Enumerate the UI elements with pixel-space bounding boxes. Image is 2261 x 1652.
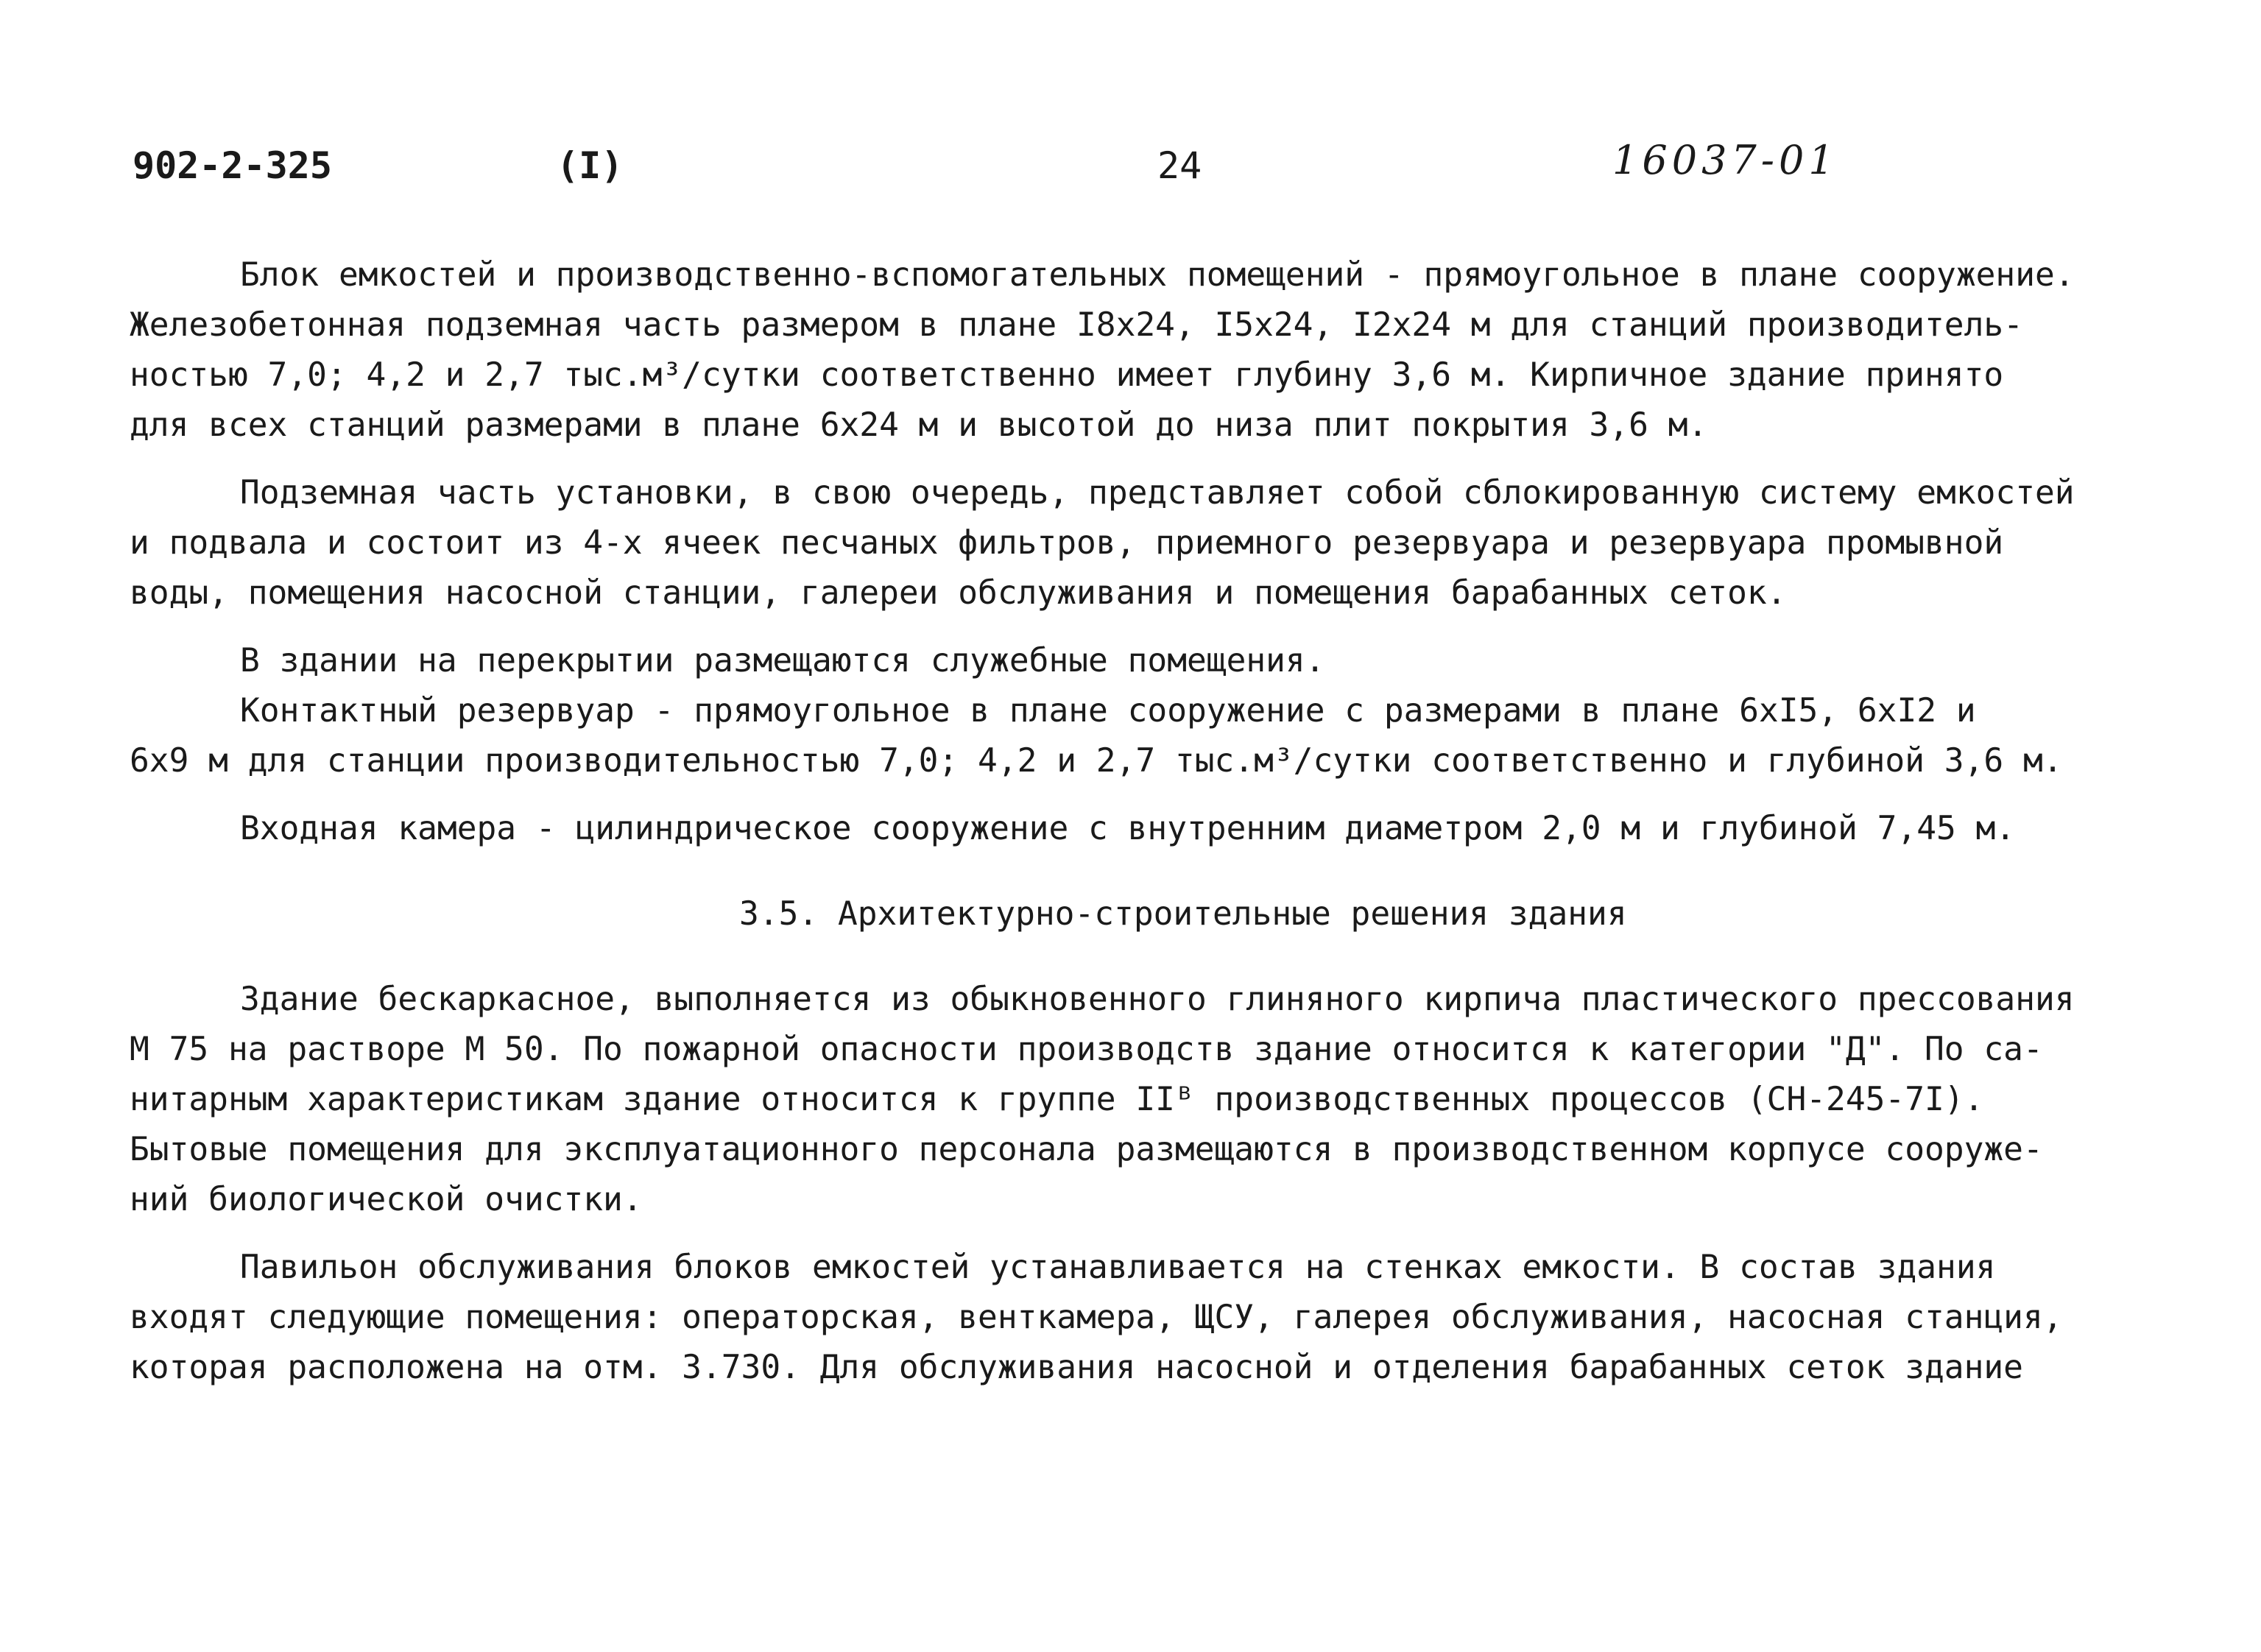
paragraph-underground-part xyxy=(130,468,2191,618)
paragraph-block-unit xyxy=(130,250,2191,451)
text-line: и подвала и состоит из 4-х ячеек песчаных фильтров, приемного резервуара и резервуара промывной xyxy=(130,524,2004,562)
text-line: Бытовые помещения для эксплуатационного персонала размещаются в производственном корпусе сооруже- xyxy=(130,1131,2043,1168)
text-line: ностью 7,0; 4,2 и 2,7 тыс.м³/сутки соответственно имеет глубину 3,6 м. Кирпичное здание принято xyxy=(130,356,2004,394)
text-line: нитарным характеристикам здание относится к группе IIᴮ производственных процессов (СН-245-7I). xyxy=(130,1081,1984,1118)
text-line: М 75 на растворе М 50. По пожарной опасности производств здание относится к категории "Д". По са- xyxy=(130,1031,2043,1068)
text-line: входят следующие помещения: операторская, венткамера, ЩСУ, галерея обслуживания, насосная станция, xyxy=(130,1299,2063,1336)
paragraph-pavilion xyxy=(130,1243,2191,1393)
text-line: воды, помещения насосной станции, галереи обслуживания и помещения барабанных сеток. xyxy=(130,574,1787,612)
section-heading: 3.5. Архитектурно-строительные решения здания xyxy=(739,895,1627,933)
paragraph-building xyxy=(130,975,2191,1225)
text-line: ний биологической очистки. xyxy=(130,1181,643,1218)
document-part: (I) xyxy=(557,144,624,187)
text-line: Контактный резервуар - прямоугольное в плане сооружение с размерами в плане 6xI5, 6xI2 и xyxy=(240,692,1976,730)
text-line: 6x9 м для станции производительностью 7,0; 4,2 и 2,7 тыс.м³/сутки соответственно и глубиной 3,6 м. xyxy=(130,742,2063,780)
paragraph-inlet-chamber xyxy=(130,804,2191,854)
text-line: Блок емкостей и производственно-вспомогательных помещений - прямоугольное в плане сооружение. xyxy=(240,256,2075,294)
text-line: Подземная часть установки, в свою очередь, представляет собой сблокированную систему емкостей xyxy=(240,474,2075,512)
text-line: для всех станций размерами в плане 6x24 м и высотой до низа плит покрытия 3,6 м. xyxy=(130,406,1708,444)
text-line: Павильон обслуживания блоков емкостей устанавливается на стенках емкости. В состав здания xyxy=(240,1249,1996,1286)
text-line: Входная камера - цилиндрическое сооружение с внутренним диаметром 2,0 м и глубиной 7,45 м. xyxy=(240,810,2016,847)
paragraph-service-rooms xyxy=(130,636,2191,686)
text-line: Железобетонная подземная часть размером в плане I8x24, I5x24, I2x24 м для станций производитель- xyxy=(130,306,2023,344)
document-code: 902-2-325 xyxy=(133,144,332,187)
text-line: В здании на перекрытии размещаются служебные помещения. xyxy=(240,642,1325,679)
album-number: 16037-01 xyxy=(1612,137,1838,183)
text-line: Здание бескаркасное, выполняется из обыкновенного глиняного кирпича пластического прессования xyxy=(240,981,2075,1018)
text-line: которая расположена на отм. 3.730. Для обслуживания насосной и отделения барабанных сеток здание xyxy=(130,1349,2023,1386)
page-number: 24 xyxy=(1157,144,1202,187)
paragraph-contact-tank xyxy=(130,686,2191,786)
body-text xyxy=(130,250,2191,1393)
